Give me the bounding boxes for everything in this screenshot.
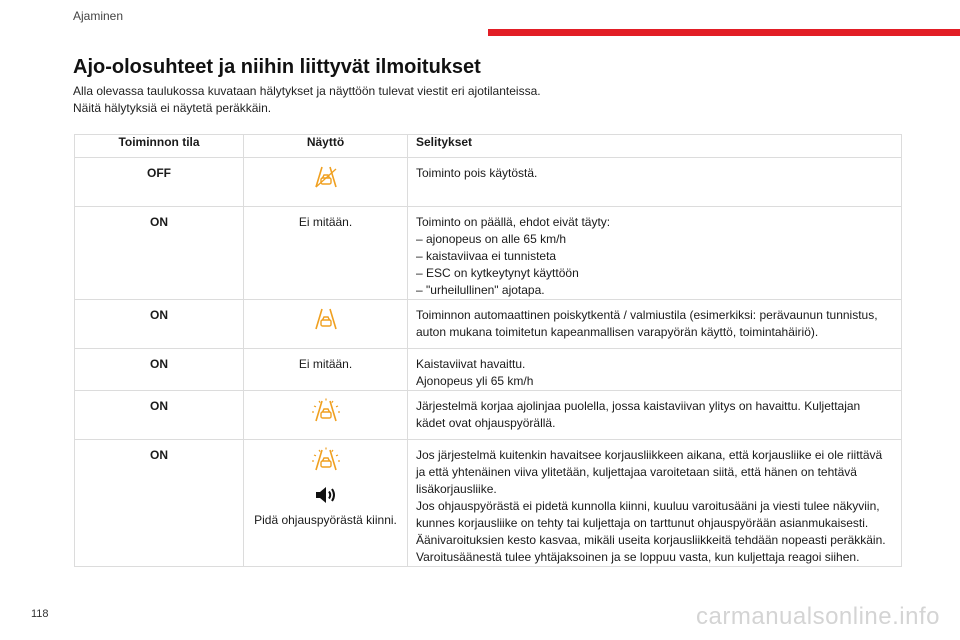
explanation-line: Kaistaviivat havaittu. bbox=[416, 357, 526, 371]
explanation-line: lisäkorjausliike. bbox=[416, 482, 497, 496]
explanation-line: Jos järjestelmä kuitenkin havaitsee korjausliikkeen aikana, että korjausliike ei ole riittävä bbox=[416, 448, 883, 462]
lane-warning-active-icon bbox=[311, 398, 341, 424]
explanation-line: Toiminnon automaattinen poiskytkentä / valmiustila (esimerkiksi: perävaunun tunnistus, bbox=[416, 308, 878, 322]
explanation-line: – ajonopeus on alle 65 km/h bbox=[416, 232, 567, 246]
display-cell bbox=[244, 300, 408, 349]
display-cell bbox=[244, 440, 408, 567]
explanation-line: – ESC on kytkeytynyt käyttöön bbox=[416, 266, 579, 280]
state-cell: ON bbox=[75, 391, 244, 440]
explanation-line: ja että yhtenäinen viiva ylitetään, kuljettajaa varoitetaan siitä, että hänen on tehtävä bbox=[416, 465, 857, 479]
intro-line: Alla olevassa taulukossa kuvataan hälytykset ja näyttöön tulevat viestit eri ajotilanteissa. bbox=[73, 84, 541, 98]
lane-warning-off-icon bbox=[313, 165, 339, 189]
state-cell: ON bbox=[75, 440, 244, 567]
explanation-line: Äänivaroituksien kesto kasvaa, mikäli useita korjausliikkeitä tehdään nopeasti peräkkäin. bbox=[416, 533, 886, 547]
intro-text bbox=[73, 83, 541, 117]
display-cell bbox=[244, 391, 408, 440]
table-row bbox=[75, 391, 902, 440]
header-explanation: Selitykset bbox=[408, 135, 902, 158]
header-display: Näyttö bbox=[244, 135, 408, 158]
explanation-line: Varoitusäänestä tulee yhtäjaksoinen ja se loppuu vasta, kun kuljettaja reagoi siihen. bbox=[416, 550, 860, 564]
explanation-line: kädet ovat ohjauspyörällä. bbox=[416, 416, 556, 430]
explanation-cell bbox=[408, 300, 902, 349]
display-cell: Ei mitään. bbox=[244, 349, 408, 391]
lane-warning-standby-icon bbox=[313, 307, 339, 331]
section-accent-bar bbox=[488, 29, 960, 36]
explanation-line: Toiminto pois käytöstä. bbox=[416, 166, 538, 180]
explanation-line: Järjestelmä korjaa ajolinjaa puolella, jossa kaistaviivan ylitys on havaittu. Kuljettajan bbox=[416, 399, 861, 413]
table-row bbox=[75, 440, 902, 567]
explanation-cell bbox=[408, 349, 902, 391]
table-row bbox=[75, 207, 902, 300]
state-cell: OFF bbox=[75, 158, 244, 207]
alerts-table bbox=[74, 134, 902, 567]
state-cell: ON bbox=[75, 300, 244, 349]
explanation-line: Toiminto on päällä, ehdot eivät täyty: bbox=[416, 215, 611, 229]
table-row bbox=[75, 158, 902, 207]
speaker-icon bbox=[314, 485, 338, 505]
explanation-cell bbox=[408, 158, 902, 207]
header-state: Toiminnon tila bbox=[75, 135, 244, 158]
table-row bbox=[75, 349, 902, 391]
watermark: carmanualsonline.info bbox=[696, 603, 940, 630]
table-header-row bbox=[75, 135, 902, 158]
state-cell: ON bbox=[75, 349, 244, 391]
state-cell: ON bbox=[75, 207, 244, 300]
page-title: Ajo-olosuhteet ja niihin liittyvät ilmoitukset bbox=[73, 56, 481, 78]
display-message: Pidä ohjauspyörästä kiinni. bbox=[254, 513, 397, 527]
page-number: 118 bbox=[31, 608, 49, 620]
explanation-cell bbox=[408, 440, 902, 567]
display-cell: Ei mitään. bbox=[244, 207, 408, 300]
explanation-line: – kaistaviivaa ei tunnisteta bbox=[416, 249, 557, 263]
explanation-line: Jos ohjauspyörästä ei pidetä kunnolla kiinni, kuuluu varoitusääni ja viesti tulee näkyviin, bbox=[416, 499, 880, 513]
lane-warning-active-icon bbox=[311, 447, 341, 473]
explanation-cell bbox=[408, 391, 902, 440]
explanation-line: Ajonopeus yli 65 km/h bbox=[416, 374, 534, 388]
section-label: Ajaminen bbox=[73, 9, 124, 23]
intro-line: Näitä hälytyksiä ei näytetä peräkkäin. bbox=[73, 101, 272, 115]
explanation-line: kunnes korjausliike on tehty tai kuljettaja on tarttunut ohjauspyörään asianmukaisesti. bbox=[416, 516, 869, 530]
explanation-line: – "urheilullinen" ajotapa. bbox=[416, 283, 545, 297]
display-cell bbox=[244, 158, 408, 207]
table-row bbox=[75, 300, 902, 349]
explanation-line: auton mukana toimitetun kapeanmallisen varapyörän käyttö, toimintahäiriö). bbox=[416, 325, 819, 339]
explanation-cell bbox=[408, 207, 902, 300]
